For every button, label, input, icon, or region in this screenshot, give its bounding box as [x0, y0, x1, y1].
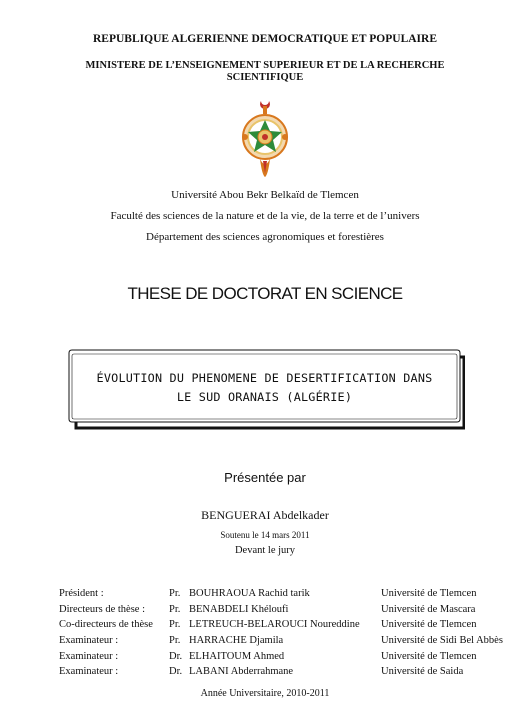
jury-title: Pr.	[169, 619, 181, 630]
jury-row	[0, 635, 530, 650]
jury-role: Directeurs de thèse :	[59, 604, 146, 615]
jury-institution: Université de Saida	[381, 666, 464, 677]
jury-title: Dr.	[169, 666, 183, 677]
jury-name: ELHAITOUM Ahmed	[189, 651, 285, 662]
jury-institution: Université de Sidi Bel Abbès	[381, 635, 503, 646]
jury-role: Examinateur :	[59, 651, 119, 662]
jury-role: Examinateur :	[59, 635, 119, 646]
jury-title: Dr.	[169, 651, 183, 662]
jury-name: LABANI Abderrahmane	[189, 666, 294, 677]
jury-row	[0, 651, 530, 666]
academic-year: Année Universitaire, 2010-2011	[200, 688, 330, 699]
jury-name: HARRACHE Djamila	[189, 635, 284, 646]
jury-name: BENABDELI Khéloufi	[189, 604, 289, 615]
university-name: Université Abou Bekr Belkaïd de Tlemcen	[171, 189, 359, 201]
jury-title: Pr.	[169, 635, 181, 646]
jury-row	[0, 588, 530, 603]
jury-role: Co-directeurs de thèse	[59, 619, 153, 630]
defense-date: Soutenu le 14 mars 2011	[220, 530, 310, 540]
author-name: BENGUERAI Abdelkader	[201, 508, 329, 522]
ministry-line-1: MINISTERE DE L’ENSEIGNEMENT SUPERIEUR ET DE LA RECHERCHE	[85, 60, 445, 71]
jury-row	[0, 619, 530, 634]
jury-name: BOUHRAOUA Rachid tarik	[189, 588, 310, 599]
thesis-title-box	[64, 349, 465, 430]
ministry-heading	[0, 60, 530, 84]
jury-title: Pr.	[169, 588, 181, 599]
jury-name: LETREUCH-BELAROUCI Noureddine	[189, 619, 360, 630]
jury-institution: Université de Mascara	[381, 604, 476, 615]
department-name: Département des sciences agronomiques et forestières	[146, 231, 384, 243]
jury-title: Pr.	[169, 604, 181, 615]
jury-row	[0, 666, 530, 681]
thesis-type: THESE DE DOCTORAT EN SCIENCE	[127, 284, 403, 303]
thesis-title-line-2: LE SUD ORANAIS (ALGÉRIE)	[176, 390, 353, 404]
jury-institution: Université de Tlemcen	[381, 651, 477, 662]
jury-role: Président :	[59, 588, 104, 599]
jury-institution: Université de Tlemcen	[381, 588, 477, 599]
jury-label: Devant le jury	[234, 545, 296, 556]
republic-heading: REPUBLIQUE ALGERIENNE DEMOCRATIQUE ET POPULAIRE	[93, 33, 437, 45]
jury-role: Examinateur :	[59, 666, 119, 677]
thesis-title-line-1: ÉVOLUTION DU PHENOMENE DE DESERTIFICATION DANS	[96, 371, 433, 385]
thesis-title	[64, 369, 465, 407]
presented-by-label: Présentée par	[224, 470, 306, 485]
faculty-name: Faculté des sciences de la nature et de la vie, de la terre et de l’univers	[110, 210, 420, 222]
jury-row	[0, 604, 530, 619]
jury-institution: Université de Tlemcen	[381, 619, 477, 630]
ministry-line-2: SCIENTIFIQUE	[226, 72, 304, 83]
university-seal-icon	[240, 97, 290, 179]
